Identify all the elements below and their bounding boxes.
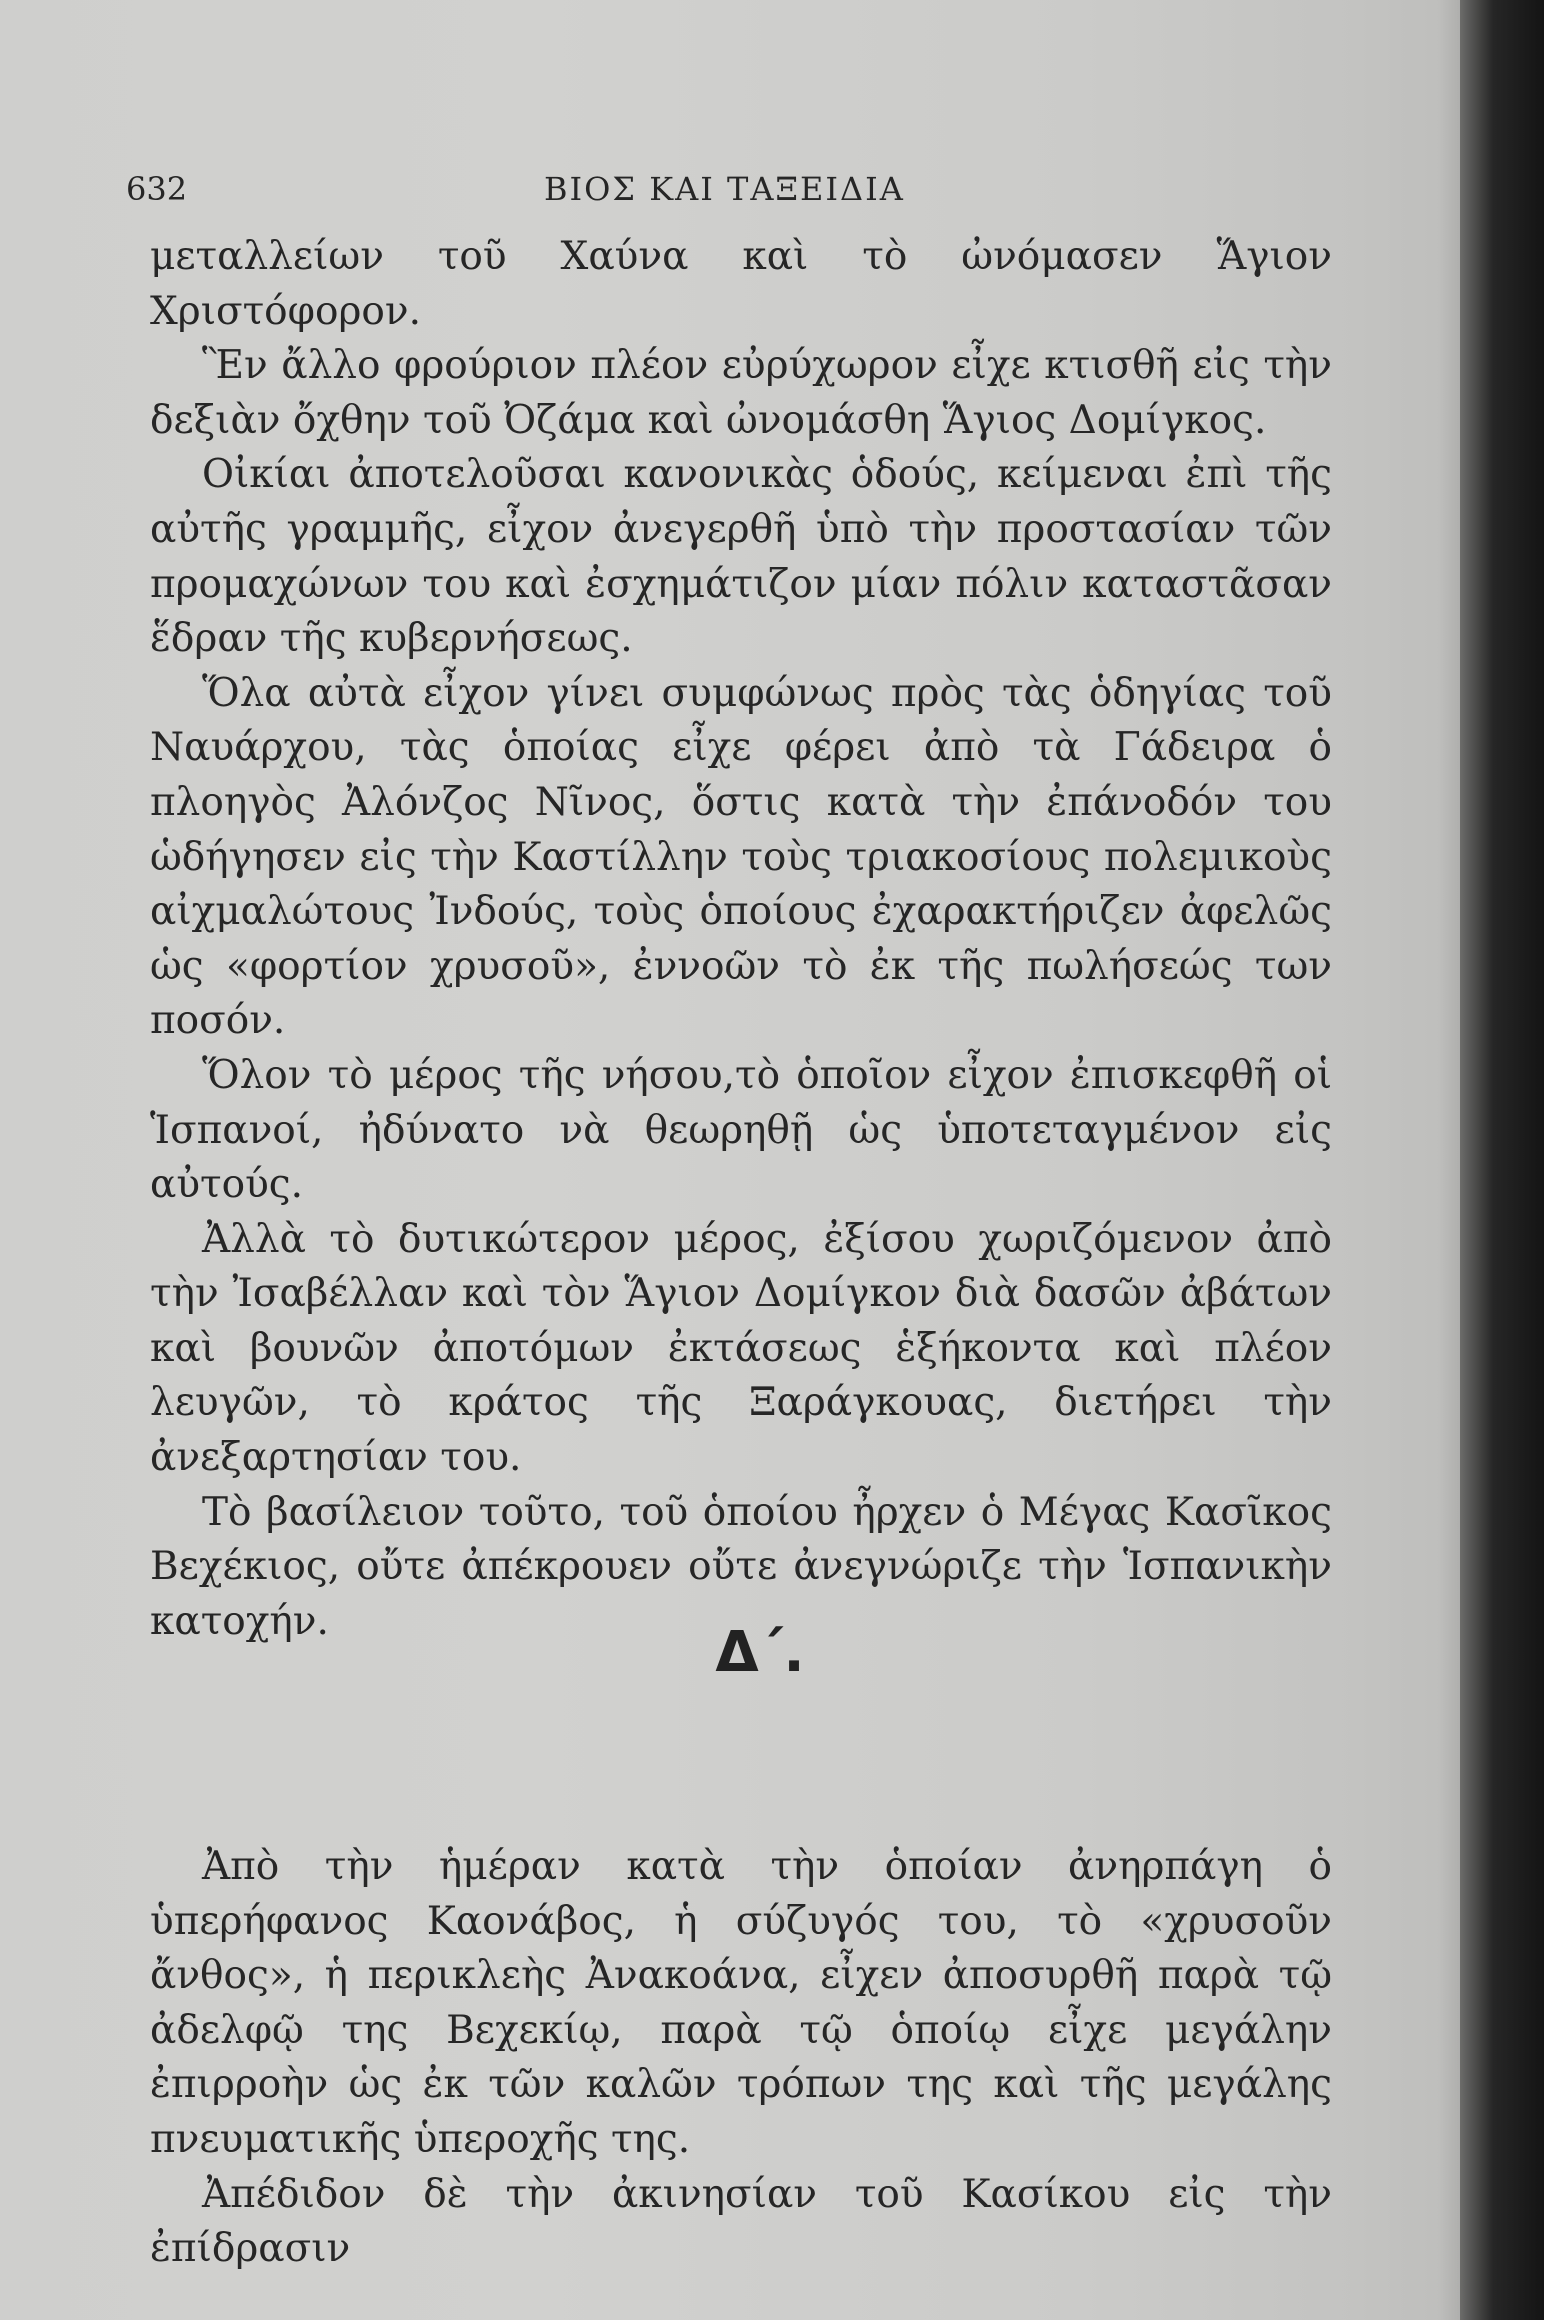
paragraph: Ἀλλὰ τὸ δυτικώτερον μέρος, ἐξίσου χωριζόμενον ἀπὸ τὴν Ἰσαβέλλαν καὶ τὸν Ἅγιον Δομίγκον διὰ δασῶν ἀβάτων καὶ βουνῶν ἀποτόμων ἐκτάσεως ἑξήκοντα καὶ πλέον λευγῶν, τὸ κράτος τῆς Ξαράγκουας, διετήρει τὴν ἀνεξαρτησίαν του. — [150, 1216, 1332, 1481]
paragraph: Τὸ βασίλειον τοῦτο, τοῦ ὁποίου ἦρχεν ὁ Μέγας Κασῖκος Βεχέκιος, οὔτε ἀπέκρουεν οὔτε ἀνεγνώριζε τὴν Ἱσπανικὴν κατοχήν. — [150, 1489, 1332, 1644]
running-title: ΒΙΟΣ ΚΑΙ ΤΑΞΕΙΔΙΑ — [544, 170, 905, 208]
paragraph: Ὅλον τὸ μέρος τῆς νήσου,τὸ ὁποῖον εἶχον ἐπισκεφθῆ οἱ Ἱσπανοί, ἠδύνατο νὰ θεωρηθῇ ὡς ὑποτεταγμένον εἰς αὐτούς. — [150, 1052, 1332, 1208]
paragraph: Ἓν ἄλλο φρούριον πλέον εὐρύχωρον εἶχε κτισθῆ εἰς τὴν δεξιὰν ὄχθην τοῦ Ὀζάμα καὶ ὠνομάσθη Ἅγιος Δομίγκος. — [150, 343, 1332, 443]
paragraph: Ἀπέδιδον δὲ τὴν ἀκινησίαν τοῦ Κασίκου εἰς τὴν ἐπίδρασιν — [150, 2171, 1332, 2272]
section-text-block — [150, 1840, 1332, 2277]
paragraph: μεταλλείων τοῦ Χαύνα καὶ τὸ ὠνόμασεν Ἅγιον Χριστόφορον. — [150, 234, 1332, 334]
paragraph: Οἰκίαι ἀποτελοῦσαι κανονικὰς ὁδούς, κείμεναι ἐπὶ τῆς αὐτῆς γραμμῆς, εἶχον ἀνεγερθῆ ὑπὸ τὴν προστασίαν τῶν προμαχώνων του καὶ ἐσχημάτιζον μίαν πόλιν καταστᾶσαν ἕδραν τῆς κυβερνήσεως. — [150, 452, 1332, 662]
book-spine-gutter — [1460, 0, 1544, 2320]
running-header — [126, 164, 1326, 214]
paragraph: Ἀπὸ τὴν ἡμέραν κατὰ τὴν ὁποίαν ἀνηρπάγη ὁ ὑπερήφανος Καονάβος, ἡ σύζυγός του, τὸ «χρυσοῦν ἄνθος», ἡ περικλεὴς Ἀνακοάνα, εἶχεν ἀποσυρθῆ παρὰ τῷ ἀδελφῷ της Βεχεκίῳ, παρὰ τῷ ὁποίῳ εἶχε μεγάλην ἐπιρροὴν ὡς ἐκ τῶν καλῶν τρόπων της καὶ τῆς μεγάλης πνευματικῆς ὑπεροχῆς της. — [150, 1844, 1332, 2162]
page-shadow — [1438, 0, 1460, 2320]
section-heading: Δ΄. — [715, 1620, 805, 1685]
main-text-block — [150, 230, 1332, 1649]
paragraph: Ὅλα αὐτὰ εἶχον γίνει συμφώνως πρὸς τὰς ὁδηγίας τοῦ Ναυάρχου, τὰς ὁποίας εἶχε φέρει ἀπὸ τὰ Γάδειρα ὁ πλοηγὸς Ἀλόνζος Νῖνος, ὅστις κατὰ τὴν ἐπάνοδόν του ὡδήγησεν εἰς τὴν Καστίλλην τοὺς τριακοσίους πολεμικοὺς αἰχμαλώτους Ἰνδούς, τοὺς ὁποίους ἐχαρακτήριζεν ἀφελῶς ὡς «φορτίον χρυσοῦ», ἐννοῶν τὸ ἐκ τῆς πωλήσεώς των ποσόν. — [150, 670, 1332, 1044]
page-number: 632 — [126, 170, 188, 208]
